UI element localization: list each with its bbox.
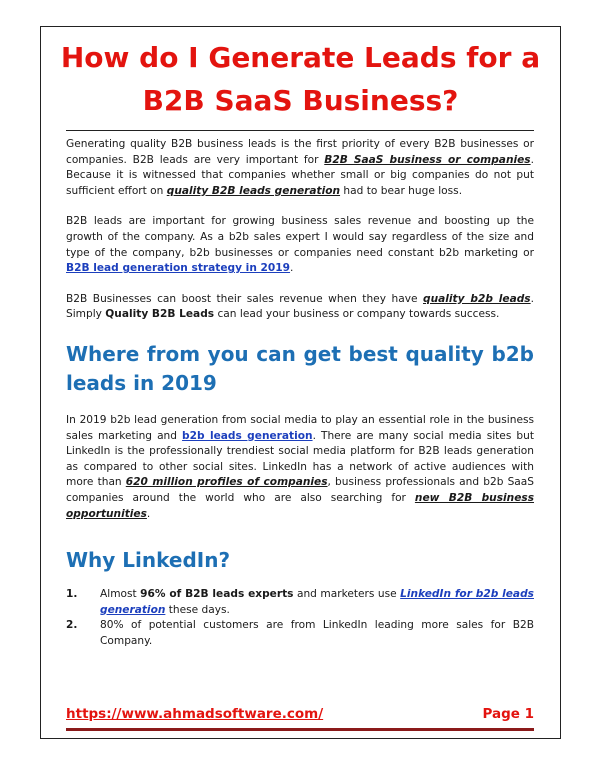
list-item [66,587,534,618]
document-title: How do I Generate Leads for a B2B SaaS Business? [60,41,541,117]
text-run: Almost [100,588,141,601]
text-run: can lead your business or company towards success. [214,308,500,321]
list-number: 2. [66,619,78,632]
list-number: 1. [66,588,78,601]
page-footer [66,706,534,731]
section-heading-why-linkedin: Why LinkedIn? [66,548,231,573]
list-item-text: 80% of potential customers are from LinkedIn leading more sales for B2B Company. [100,619,534,647]
footer-website-link[interactable]: https://www.ahmadsoftware.com/ [66,706,324,722]
list-item-text [100,587,534,618]
emphasis-b2b-saas: B2B SaaS business or companies [324,153,531,166]
paragraph-importance [66,214,534,276]
text-run: Generating quality B2B business leads is the first priority of every B2B businesses or companies. B2B leads are very important for [66,138,534,166]
bold-96-percent: 96% of B2B leads experts [140,588,294,601]
article-body [66,137,534,649]
bold-quality-leads: Quality B2B Leads [105,308,215,321]
title-divider [66,130,534,131]
section-heading-where-from: Where from you can get best quality b2b leads in 2019 [66,341,534,395]
emphasis-quality-b2b-leads: quality b2b leads [423,292,531,305]
text-run: these days. [165,603,230,616]
list-item [66,618,534,649]
text-run: . Because it is witnessed that companies whether small or big companies do not put sufficient effort on [66,153,534,197]
paragraph-social-media [66,413,534,522]
text-run: . [290,262,294,275]
text-run: , business professionals and b2b SaaS companies around the world who are also searching for [66,476,534,504]
emphasis-620-million: 620 million profiles of companies [125,476,328,489]
emphasis-new-opportunities: new B2B business opportunities [66,491,534,520]
page-number: Page 1 [482,706,534,722]
link-linkedin-b2b-leads[interactable]: LinkedIn for b2b leads generation [100,588,534,616]
link-lead-generation-strategy[interactable]: B2B lead generation strategy in 2019 [66,262,291,275]
text-run: . Simply [66,292,534,321]
text-run: . [146,507,151,520]
text-run: . There are many social media sites but LinkedIn is the professionally trendiest social media platform for B2B leads generation as compared to other social sites. LinkedIn has a network of active audiences with more than [66,429,534,489]
text-run: B2B Businesses can boost their sales revenue when they have [66,292,424,305]
text-run: B2B leads are important for growing business sales revenue and boosting up the growth of the company. As a b2b sales expert I would say regardless of the size and type of the company, b2b businesses or companies need constant b2b marketing or [66,215,534,259]
text-run: had to bear huge loss. [340,184,463,197]
link-b2b-leads-generation[interactable]: b2b leads generation [182,429,313,442]
text-run: and marketers use [293,588,401,601]
paragraph-boost-revenue [66,292,534,323]
emphasis-quality-leads: quality B2B leads generation [166,184,341,197]
paragraph-intro [66,137,534,199]
text-run: In 2019 b2b lead generation from social media to play an essential role in the business sales marketing and [66,413,534,442]
